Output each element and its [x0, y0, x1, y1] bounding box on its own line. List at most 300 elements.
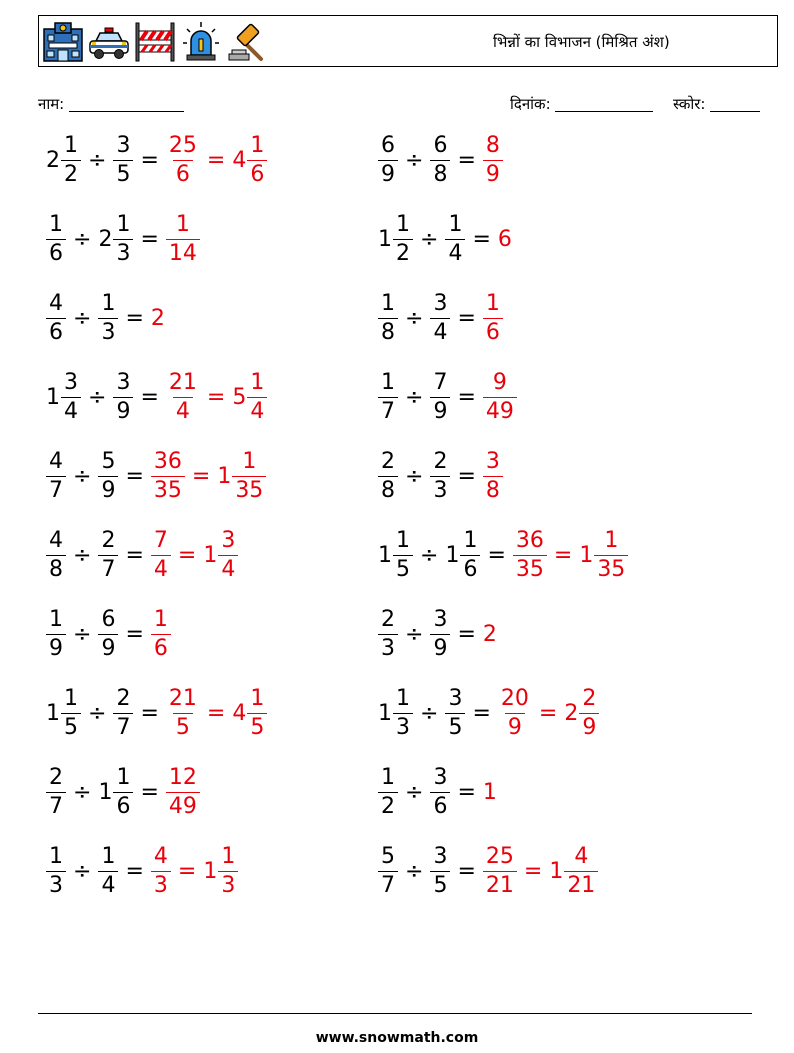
denominator: 9 — [579, 713, 599, 739]
fraction-stack — [46, 448, 66, 503]
operator — [88, 701, 106, 726]
denominator: 5 — [61, 713, 81, 739]
denominator: 6 — [113, 792, 133, 818]
fraction-stack — [460, 527, 480, 582]
operator — [73, 543, 91, 568]
operator — [73, 464, 91, 489]
fraction — [113, 132, 133, 187]
divide-sign: ÷ — [420, 700, 439, 726]
worksheet-title: भिन्नों का विभाजन (मिश्रित अंश) — [493, 33, 670, 51]
equals-sign: = — [553, 542, 573, 568]
problem-2 — [378, 128, 503, 192]
operator — [73, 622, 91, 647]
denominator: 7 — [378, 397, 398, 423]
denominator: 4 — [173, 397, 193, 423]
fraction-stack — [378, 290, 398, 345]
fraction — [430, 448, 450, 503]
fraction — [113, 685, 133, 740]
numerator: 1 — [116, 764, 131, 790]
numerator: 1 — [101, 290, 116, 316]
fraction — [46, 606, 66, 661]
denominator: 8 — [378, 476, 398, 502]
denominator: 49 — [166, 792, 200, 818]
numerator: 1 — [396, 685, 410, 711]
denominator: 49 — [483, 397, 517, 423]
whole-part: 4 — [232, 147, 247, 173]
fraction — [430, 843, 450, 898]
divide-sign: ÷ — [405, 858, 424, 884]
numerator: 36 — [153, 448, 182, 474]
divide-sign: ÷ — [405, 779, 424, 805]
numerator: 1 — [381, 290, 395, 316]
denominator: 5 — [113, 160, 133, 186]
denominator: 2 — [393, 239, 413, 265]
numerator: 3 — [448, 685, 463, 711]
problem-15 — [46, 681, 267, 745]
fraction — [98, 527, 118, 582]
mixed-number — [203, 843, 238, 898]
numerator: 6 — [433, 132, 448, 158]
divide-sign: ÷ — [73, 779, 92, 805]
mixed-number — [46, 132, 81, 187]
numerator: 4 — [153, 843, 168, 869]
equals-sign: = — [487, 542, 506, 568]
numerator: 6 — [381, 132, 395, 158]
denominator: 6 — [430, 792, 450, 818]
fraction — [378, 290, 398, 345]
divide-sign: ÷ — [73, 621, 92, 647]
denominator: 5 — [393, 555, 413, 581]
numerator: 2 — [433, 448, 448, 474]
fraction-stack — [430, 843, 450, 898]
denominator: 7 — [46, 476, 66, 502]
mixed-number — [378, 527, 413, 582]
equals-sign: = — [140, 147, 159, 173]
denominator: 9 — [505, 713, 525, 739]
whole-part: 6 — [497, 226, 512, 252]
numerator: 3 — [221, 527, 236, 553]
problem-11 — [46, 523, 238, 587]
fraction-stack — [46, 211, 66, 266]
fraction-stack — [98, 527, 118, 582]
fraction-stack — [113, 211, 133, 266]
fraction-stack — [46, 606, 66, 661]
whole-part: 1 — [378, 542, 392, 568]
fraction — [166, 764, 200, 819]
denominator: 4 — [151, 555, 171, 581]
denominator: 8 — [430, 160, 450, 186]
mixed-number — [98, 764, 133, 819]
fraction — [513, 527, 547, 582]
fraction-stack — [151, 606, 171, 661]
denominator: 6 — [483, 318, 503, 344]
fraction — [98, 843, 118, 898]
fraction-stack — [46, 527, 66, 582]
equals-sign: = — [140, 700, 159, 726]
fraction — [483, 843, 517, 898]
equals-sign: = — [206, 384, 226, 410]
fraction-stack — [430, 448, 450, 503]
fraction — [430, 606, 450, 661]
fraction-stack — [61, 369, 81, 424]
fraction — [430, 764, 450, 819]
fraction-stack — [247, 132, 267, 187]
fraction-stack — [247, 369, 267, 424]
operator — [405, 780, 423, 805]
footer-divider — [38, 1013, 752, 1014]
denominator: 5 — [445, 713, 465, 739]
denominator: 4 — [98, 871, 118, 897]
numerator: 1 — [49, 211, 63, 237]
equals-sign: = — [457, 858, 476, 884]
numerator: 3 — [433, 290, 448, 316]
whole-part: 1 — [98, 779, 113, 805]
denominator: 9 — [430, 397, 450, 423]
fraction-stack — [113, 685, 133, 740]
fraction-stack — [113, 369, 133, 424]
operator — [178, 543, 196, 568]
fraction — [378, 606, 398, 661]
denominator: 6 — [247, 160, 267, 186]
equals-sign: = — [191, 463, 211, 489]
fraction-stack — [46, 764, 66, 819]
fraction — [483, 369, 517, 424]
fraction-stack — [393, 527, 413, 582]
denominator: 7 — [46, 792, 66, 818]
fraction-stack — [98, 290, 118, 345]
operator — [88, 385, 106, 410]
operator — [420, 543, 438, 568]
fraction-stack — [430, 764, 450, 819]
score-blank — [710, 111, 760, 112]
problem-12 — [378, 523, 628, 587]
fraction-stack — [430, 369, 450, 424]
numerator: 36 — [515, 527, 544, 553]
fraction-stack — [430, 290, 450, 345]
mixed-number — [203, 527, 238, 582]
whole-part: 2 — [482, 621, 497, 647]
divide-sign: ÷ — [405, 621, 424, 647]
fraction — [483, 448, 503, 503]
problem-13 — [46, 602, 171, 666]
denominator: 5 — [173, 713, 193, 739]
numerator: 4 — [49, 527, 63, 553]
fraction — [483, 290, 503, 345]
fraction-stack — [594, 527, 628, 582]
operator — [178, 859, 196, 884]
fraction — [430, 132, 450, 187]
fraction-stack — [378, 448, 398, 503]
denominator: 2 — [61, 160, 81, 186]
equals-sign: = — [457, 305, 476, 331]
equals-sign: = — [206, 147, 226, 173]
numerator: 1 — [242, 448, 257, 474]
numerator: 2 — [116, 685, 131, 711]
numerator: 1 — [381, 764, 395, 790]
fraction-stack — [378, 369, 398, 424]
numerator: 25 — [485, 843, 514, 869]
divide-sign: ÷ — [73, 463, 92, 489]
divide-sign: ÷ — [73, 305, 92, 331]
numerator: 2 — [381, 606, 395, 632]
name-label: नाम: — [38, 95, 65, 113]
operator — [73, 780, 91, 805]
whole-number — [483, 780, 498, 805]
equals-sign: = — [125, 858, 144, 884]
header-icons — [41, 19, 269, 63]
denominator: 4 — [247, 397, 267, 423]
equals-sign: = — [140, 384, 159, 410]
operator — [420, 227, 438, 252]
numerator: 1 — [49, 606, 63, 632]
fraction-stack — [378, 132, 398, 187]
fraction-stack — [483, 369, 517, 424]
denominator: 6 — [46, 318, 66, 344]
denominator: 21 — [483, 871, 517, 897]
fraction — [46, 448, 66, 503]
fraction-stack — [483, 290, 503, 345]
denominator: 14 — [166, 239, 200, 265]
divide-sign: ÷ — [420, 226, 439, 252]
equals-sign: = — [472, 700, 491, 726]
numerator: 6 — [101, 606, 116, 632]
mixed-number — [232, 132, 267, 187]
mixed-number — [564, 685, 599, 740]
numerator: 2 — [582, 685, 597, 711]
fraction-stack — [46, 843, 66, 898]
problem-9 — [46, 444, 266, 508]
equals-sign: = — [457, 779, 476, 805]
numerator: 4 — [49, 290, 63, 316]
denominator: 7 — [98, 555, 118, 581]
divide-sign: ÷ — [73, 542, 92, 568]
mixed-number — [232, 685, 267, 740]
whole-part: 2 — [150, 305, 165, 331]
denominator: 9 — [378, 160, 398, 186]
problem-16 — [378, 681, 599, 745]
fraction-stack — [151, 448, 185, 503]
divide-sign: ÷ — [73, 226, 92, 252]
denominator: 6 — [151, 634, 171, 660]
whole-part: 2 — [46, 147, 60, 173]
equals-sign: = — [457, 384, 476, 410]
problem-14 — [378, 602, 498, 666]
fraction — [430, 369, 450, 424]
numerator: 1 — [250, 685, 265, 711]
problem-20 — [378, 839, 598, 903]
fraction-stack — [166, 132, 200, 187]
name-blank — [69, 111, 184, 112]
mixed-number — [46, 369, 81, 424]
problem-1 — [46, 128, 267, 192]
divide-sign: ÷ — [420, 542, 439, 568]
problem-8 — [378, 365, 517, 429]
equals-sign: = — [125, 621, 144, 647]
denominator: 9 — [483, 160, 503, 186]
numerator: 1 — [604, 527, 619, 553]
equals-sign: = — [140, 779, 159, 805]
problem-19 — [46, 839, 238, 903]
whole-part: 1 — [445, 542, 460, 568]
operator — [405, 385, 423, 410]
operator — [554, 543, 572, 568]
police-car-icon — [87, 19, 131, 63]
numerator: 1 — [396, 527, 410, 553]
fraction-stack — [483, 132, 503, 187]
problem-10 — [378, 444, 503, 508]
divide-sign: ÷ — [405, 147, 424, 173]
fraction — [98, 290, 118, 345]
mixed-number — [232, 369, 267, 424]
numerator: 1 — [250, 132, 265, 158]
problem-4 — [378, 207, 513, 271]
denominator: 6 — [46, 239, 66, 265]
fraction-stack — [113, 132, 133, 187]
numerator: 2 — [49, 764, 63, 790]
fraction-stack — [247, 685, 267, 740]
equals-sign: = — [140, 226, 159, 252]
denominator: 35 — [151, 476, 185, 502]
worksheet-header — [38, 15, 778, 67]
fraction — [378, 448, 398, 503]
denominator: 3 — [218, 871, 238, 897]
divide-sign: ÷ — [73, 858, 92, 884]
operator — [405, 859, 423, 884]
fraction-stack — [378, 764, 398, 819]
numerator: 3 — [433, 843, 448, 869]
denominator: 4 — [430, 318, 450, 344]
equals-sign: = — [457, 147, 476, 173]
numerator: 8 — [485, 132, 500, 158]
whole-part: 2 — [564, 700, 579, 726]
whole-part: 1 — [46, 700, 60, 726]
denominator: 6 — [460, 555, 480, 581]
fraction-stack — [166, 211, 200, 266]
whole-part: 1 — [482, 779, 497, 805]
equals-sign: = — [177, 858, 197, 884]
denominator: 2 — [378, 792, 398, 818]
problem-5 — [46, 286, 166, 350]
denominator: 3 — [378, 634, 398, 660]
fraction — [151, 448, 185, 503]
numerator: 1 — [221, 843, 236, 869]
fraction — [445, 211, 465, 266]
numerator: 25 — [168, 132, 197, 158]
denominator: 3 — [151, 871, 171, 897]
operator — [192, 464, 210, 489]
fraction — [151, 527, 171, 582]
numerator: 20 — [500, 685, 529, 711]
numerator: 1 — [381, 369, 395, 395]
fraction-stack — [98, 843, 118, 898]
fraction-stack — [445, 685, 465, 740]
whole-part: 1 — [203, 858, 218, 884]
fraction-stack — [483, 843, 517, 898]
operator — [73, 227, 91, 252]
mixed-number — [46, 685, 81, 740]
numerator: 5 — [381, 843, 395, 869]
numerator: 2 — [381, 448, 395, 474]
operator — [405, 464, 423, 489]
operator — [88, 148, 106, 173]
fraction — [46, 527, 66, 582]
denominator: 9 — [113, 397, 133, 423]
numerator: 1 — [396, 211, 410, 237]
problem-18 — [378, 760, 498, 824]
problem-17 — [46, 760, 200, 824]
denominator: 8 — [483, 476, 503, 502]
operator — [539, 701, 557, 726]
fraction-stack — [61, 132, 81, 187]
fraction-stack — [151, 843, 171, 898]
denominator: 5 — [247, 713, 267, 739]
whole-part: 1 — [549, 858, 564, 884]
whole-part: 4 — [232, 700, 247, 726]
operator — [405, 622, 423, 647]
fraction-stack — [498, 685, 532, 740]
numerator: 3 — [64, 369, 78, 395]
fraction-stack — [61, 685, 81, 740]
denominator: 35 — [594, 555, 628, 581]
denominator: 3 — [46, 871, 66, 897]
fraction-stack — [232, 448, 266, 503]
divide-sign: ÷ — [88, 384, 107, 410]
date-blank — [555, 111, 653, 112]
fraction-stack — [483, 448, 503, 503]
fraction-stack — [113, 764, 133, 819]
whole-part: 1 — [203, 542, 218, 568]
numerator: 3 — [433, 764, 448, 790]
equals-sign: = — [125, 305, 144, 331]
fraction-stack — [579, 685, 599, 740]
fraction — [46, 211, 66, 266]
whole-part: 1 — [46, 384, 60, 410]
denominator: 3 — [393, 713, 413, 739]
whole-part: 2 — [98, 226, 113, 252]
problem-3 — [46, 207, 200, 271]
fraction — [430, 290, 450, 345]
numerator: 4 — [49, 448, 63, 474]
operator — [207, 385, 225, 410]
denominator: 4 — [61, 397, 81, 423]
equals-sign: = — [125, 542, 144, 568]
numerator: 3 — [433, 606, 448, 632]
fraction-stack — [378, 843, 398, 898]
operator — [524, 859, 542, 884]
numerator: 1 — [485, 290, 500, 316]
fraction — [166, 211, 200, 266]
whole-part: 1 — [579, 542, 594, 568]
equals-sign: = — [538, 700, 558, 726]
mixed-number — [378, 685, 413, 740]
fraction-stack — [46, 290, 66, 345]
date-score-fields — [510, 94, 760, 114]
numerator: 1 — [175, 211, 190, 237]
fraction-stack — [218, 843, 238, 898]
denominator: 8 — [378, 318, 398, 344]
fraction-stack — [166, 685, 200, 740]
denominator: 8 — [46, 555, 66, 581]
denominator: 5 — [430, 871, 450, 897]
fraction-stack — [218, 527, 238, 582]
fraction — [166, 685, 200, 740]
operator — [405, 306, 423, 331]
denominator: 3 — [113, 239, 133, 265]
fraction-stack — [564, 843, 598, 898]
whole-part: 1 — [378, 226, 392, 252]
equals-sign: = — [177, 542, 197, 568]
denominator: 4 — [445, 239, 465, 265]
